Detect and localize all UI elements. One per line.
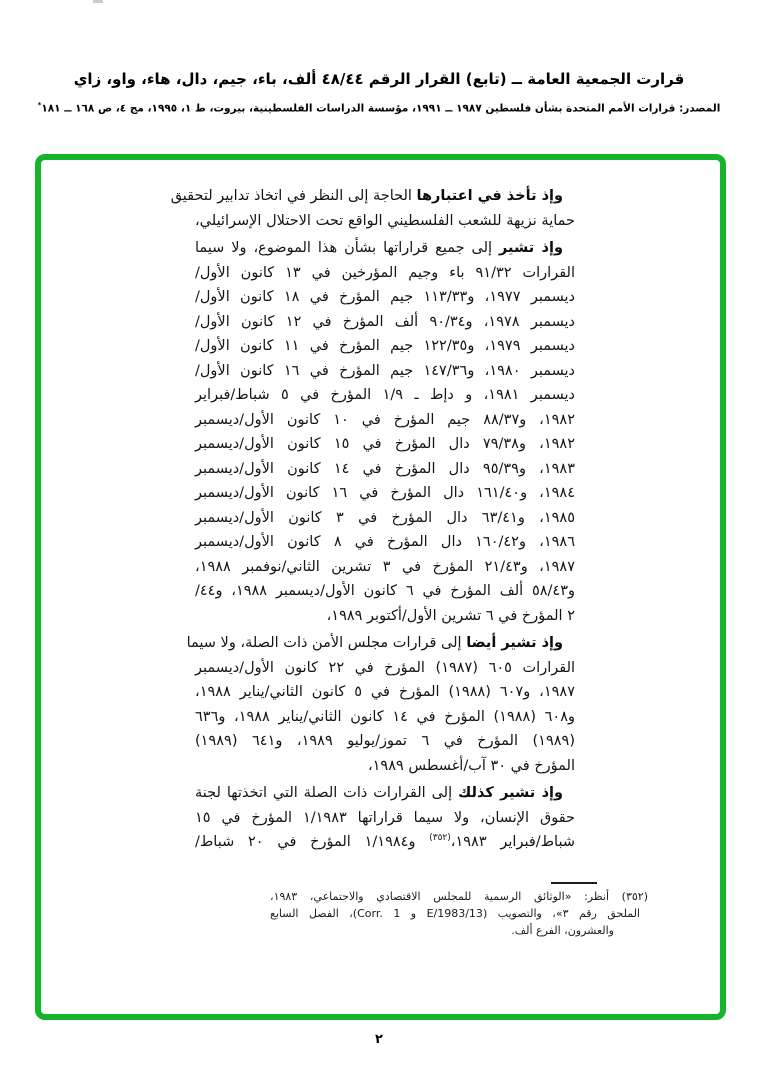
text-run: القرارات ٩١/٣٢ باء وجيم المؤرخين في ١٣ كانون الأول/ (195, 264, 575, 281)
body-text (170, 184, 576, 855)
body-line (195, 555, 575, 580)
body-line (195, 781, 575, 806)
paragraph-lead-in: وإذ تأخذ في اعتبارها (416, 188, 563, 204)
text-run: ١٩٨٣، و٩٥/٣٩ دال المؤرخ في ١٤ كانون الأول/ديسمبر (195, 460, 575, 477)
footnote-line: والعشرون، الفرع ألف. (511, 924, 614, 937)
body-line (195, 236, 575, 261)
text-run: إلى القرارات ذات الصلة التي اتخذتها لجنة (195, 785, 459, 801)
text-run: إلى قرارات مجلس الأمن ذات الصلة، ولا سيما (186, 635, 467, 651)
body-line (170, 184, 575, 209)
body-line (195, 729, 575, 754)
text-run: ديسمبر ١٩٧٧، و١١٣/٣٣ جيم المؤرخ في ١٨ كانون الأول/ (195, 289, 576, 305)
text-run: ١٩٨٢، و٧٩/٣٨ دال المؤرخ في ١٥ كانون الأول/ديسمبر (195, 436, 575, 452)
footnote-line: (٣٥٢) أنظر: «الوثائق الرسمية للمجلس الاقتصادي والاجتماعي، ١٩٨٣، (270, 890, 648, 903)
body-line (195, 506, 575, 531)
body-line (195, 383, 575, 408)
body-line (195, 261, 575, 286)
text-run: ٢ المؤرخ في ٦ تشرين الأول/أكتوبر ١٩٨٩، (326, 607, 575, 624)
source-footnote-mark: * (37, 101, 42, 109)
body-paragraph (186, 631, 576, 778)
text-run: ١٩٨٥، و٦٣/٤١ دال المؤرخ في ٣ كانون الأول/ديسمبر (195, 509, 575, 526)
body-line (195, 806, 575, 831)
text-run: و١/١٩٨٤ المؤرخ في ٢٠ شباط/ (195, 834, 430, 850)
text-run: ديسمبر ١٩٧٩، و١٢٢/٣٥ جيم المؤرخ في ١١ كانون الأول/ (195, 338, 576, 354)
body-paragraph (195, 236, 575, 628)
body-line (195, 680, 575, 705)
text-run: حقوق الإنسان، ولا سيما قراراتها ١/١٩٨٣ المؤرخ في ١٥ (195, 809, 576, 826)
text-run: القرارات ٦٠٥ (١٩٨٧) المؤرخ في ٢٢ كانون الأول/ديسمبر (195, 659, 576, 676)
body-line (195, 705, 575, 730)
body-line (195, 754, 575, 779)
body-line (195, 334, 575, 359)
body-line (195, 579, 575, 604)
body-paragraph (195, 781, 575, 855)
text-run: ١٩٨٢، و٨٨/٣٧ جيم المؤرخ في ١٠ كانون الأول/ديسمبر (195, 411, 576, 428)
text-run: حماية نزيهة للشعب الفلسطيني الواقع تحت الاحتلال الإسرائيلي، (195, 212, 575, 229)
body-line (195, 432, 575, 457)
body-line (195, 830, 575, 855)
footnote-block (270, 888, 648, 939)
text-run: ديسمبر ١٩٧٨، و٩٠/٣٤ ألف المؤرخ في ١٢ كانون الأول/ (195, 313, 576, 330)
body-line (195, 359, 575, 384)
body-line (195, 530, 575, 555)
body-line (195, 310, 575, 335)
paragraph-lead-in: وإذ تشير أيضا (466, 635, 563, 651)
page-number: ٢ (375, 1032, 383, 1047)
body-line (195, 285, 575, 310)
text-run: ١٩٨٦، و١٦٠/٤٢ دال المؤرخ في ٨ كانون الأول/ديسمبر (195, 534, 575, 550)
paragraph-lead-in: وإذ تشير كذلك (458, 785, 563, 801)
page-header-source (0, 101, 758, 115)
text-run: و٦٠٨ (١٩٨٨) المؤرخ في ١٤ كانون الثاني/يناير ١٩٨٨، و٦٣٦ (195, 708, 576, 725)
text-run: ديسمبر ١٩٨٠، و١٤٧/٣٦ جيم المؤرخ في ١٦ كانون الأول/ (195, 362, 576, 379)
body-line (195, 209, 575, 234)
body-line (186, 631, 575, 656)
text-run: المؤرخ في ٣٠ آب/أغسطس ١٩٨٩، (367, 757, 575, 774)
text-run: (١٩٨٩) المؤرخ في ٦ تموز/يوليو ١٩٨٩، و٦٤١ (١٩٨٩) (195, 733, 575, 749)
text-run: إلى جميع قراراتها بشأن هذا الموضوع، ولا سيما (195, 240, 500, 256)
source-text: المصدر: قرارات الأمم المتحدة بشأن فلسطين ١٩٨٧ ــ ١٩٩١، مؤسسة الدراسات الفلسطينية، بيروت، ط ١، ١٩٩٥، مج ٤، ص ١٦٨ ــ ١٨١ (41, 102, 721, 115)
text-run: و٥٨/٤٣ ألف المؤرخ في ٦ كانون الأول/ديسمبر ١٩٨٨، و٤٤/ (195, 583, 576, 599)
footnote-ref: (٣٥٢) (429, 833, 451, 844)
footnote-line: الملحق رقم ٣»، والتصويب (E/1983/13 و Corr. 1)، الفصل السابع (270, 907, 640, 920)
body-line (195, 408, 575, 433)
body-line (195, 656, 575, 681)
text-run: ١٩٨٧، و٢١/٤٣ المؤرخ في ٣ تشرين الثاني/نوفمبر ١٩٨٨، (195, 558, 575, 575)
text-run: الحاجة إلى النظر في اتخاذ تدابير لتحقيق (170, 188, 417, 204)
body-line (195, 481, 575, 506)
text-run: ديسمبر ١٩٨١، و دإط ـ ١/٩ المؤرخ في ٥ شباط/فبراير (195, 387, 575, 403)
text-run: ١٩٨٤، و١٦١/٤٠ دال المؤرخ في ١٦ كانون الأول/ديسمبر (195, 485, 575, 501)
paragraph-lead-in: وإذ تشير (499, 240, 563, 256)
page-header-title: قرارت الجمعية العامة ــ (تابع) القرار الرقم ٤٨/٤٤ ألف، باء، جيم، دال، هاء، واو، زاي (73, 70, 685, 88)
text-run: ١٩٨٧، و٦٠٧ (١٩٨٨) المؤرخ في ٥ كانون الثاني/يناير ١٩٨٨، (195, 684, 575, 700)
body-paragraph (170, 184, 575, 233)
scan-artifact (93, 0, 103, 3)
text-run: شباط/فبراير ١٩٨٣، (450, 834, 575, 850)
body-line (195, 604, 575, 629)
body-line (195, 457, 575, 482)
footnote-separator-rule (551, 882, 597, 884)
